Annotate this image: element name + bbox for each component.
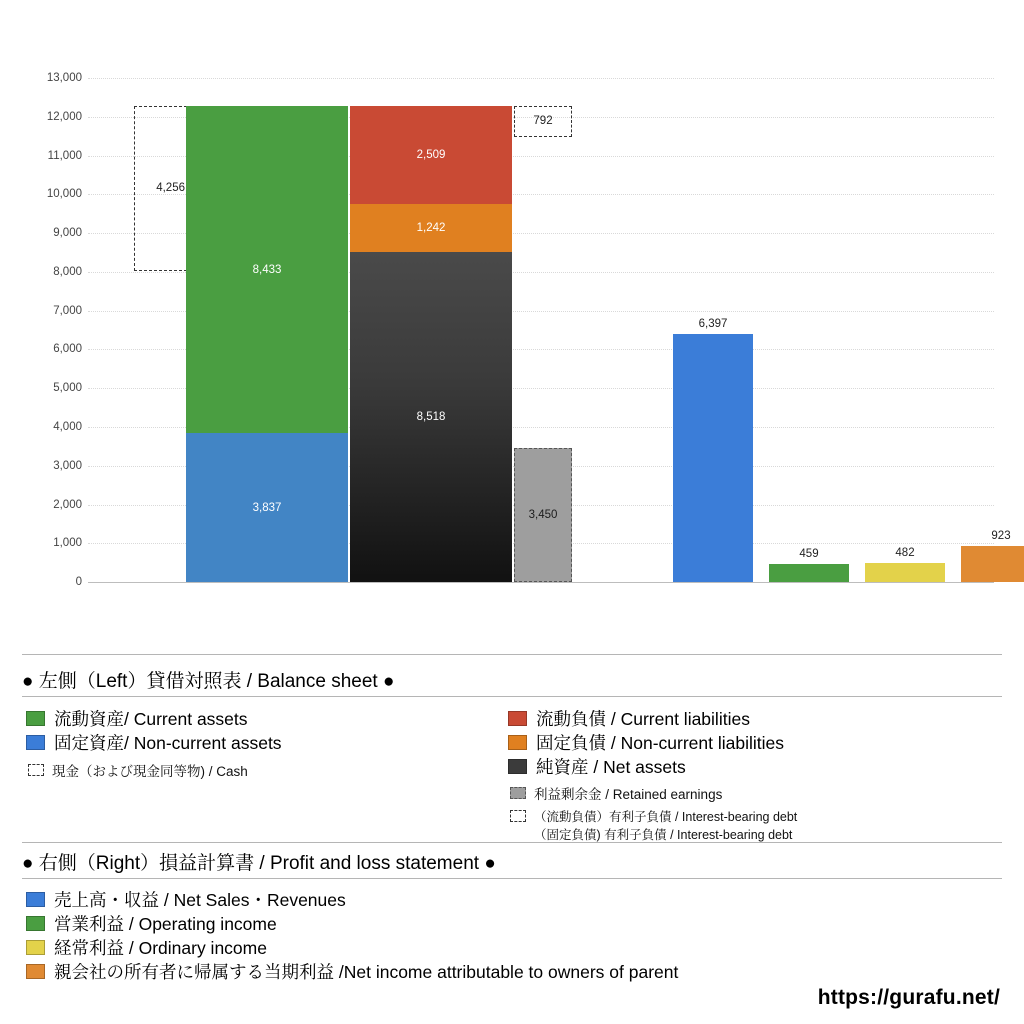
legend-item-interest-bearing-debt-current[interactable] — [510, 807, 797, 825]
bar-net-sales[interactable] — [673, 334, 753, 582]
segment-current-assets[interactable] — [186, 106, 348, 433]
divider — [22, 696, 1002, 697]
legend-label: 流動資産/ Current assets — [54, 709, 248, 729]
color-swatch-dark — [508, 759, 527, 774]
y-tick-label: 4,000 — [53, 420, 82, 433]
y-tick-label: 6,000 — [53, 343, 82, 356]
y-tick-label: 10,000 — [46, 188, 82, 201]
legend-item-net-income[interactable] — [26, 959, 678, 984]
retained-earnings-overlay — [514, 448, 572, 582]
segment-value-label: 8,518 — [416, 410, 446, 423]
legend-heading-balance-sheet: ● 左側（Left）貸借対照表 / Balance sheet ● — [22, 671, 395, 692]
segment-value-label: 1,242 — [416, 221, 446, 234]
legend-label: 純資産 / Net assets — [536, 757, 686, 777]
gridline — [88, 78, 994, 79]
y-tick-label: 1,000 — [53, 537, 82, 550]
color-swatch-orange — [26, 964, 45, 979]
bar-value-label-operating-income: 459 — [799, 548, 819, 560]
legend-label: 営業利益 / Operating income — [54, 914, 277, 934]
legend-item-cash[interactable] — [28, 760, 248, 780]
legend-item-non-current-assets[interactable] — [26, 730, 282, 755]
divider — [22, 842, 1002, 843]
x-axis-baseline — [88, 582, 994, 583]
bar-ordinary-income[interactable] — [865, 563, 945, 582]
plot-area — [88, 78, 1011, 582]
legend-area — [0, 620, 1024, 1024]
segment-net-assets[interactable] — [350, 252, 512, 582]
legend-label: 親会社の所有者に帰属する当期利益 /Net income attributable to owners of parent — [54, 962, 679, 982]
bar-net-income[interactable] — [961, 546, 1024, 582]
legend-item-current-assets[interactable] — [26, 706, 248, 731]
legend-item-net-assets[interactable] — [508, 754, 686, 779]
color-swatch-green — [26, 711, 45, 726]
legend-label: 利益剰余金 / Retained earnings — [534, 787, 723, 802]
legend-item-current-liabilities[interactable] — [508, 706, 750, 731]
bar-value-label-ordinary-income: 482 — [895, 547, 915, 559]
legend-item-operating-income[interactable] — [26, 911, 277, 936]
bar-value-label-net-income: 923 — [991, 530, 1011, 542]
legend-label: 固定資産/ Non-current assets — [54, 733, 282, 753]
color-swatch-blue — [26, 735, 45, 750]
legend-item-interest-bearing-debt-noncurrent[interactable] — [510, 825, 792, 843]
y-tick-label: 5,000 — [53, 382, 82, 395]
legend-label: 売上高・収益 / Net Sales・Revenues — [54, 890, 346, 910]
segment-value-label: 8,433 — [252, 263, 282, 276]
cash-overlay-box — [134, 106, 192, 271]
legend-label: 経常利益 / Ordinary income — [54, 938, 267, 958]
legend-label: （流動負債）有利子負債 / Interest-bearing debt — [534, 810, 798, 824]
segment-non-current-assets[interactable] — [186, 433, 348, 582]
bar-assets[interactable] — [186, 106, 348, 582]
legend-item-net-sales[interactable] — [26, 887, 346, 912]
y-tick-label: 3,000 — [53, 459, 82, 472]
legend-item-ordinary-income[interactable] — [26, 935, 267, 960]
color-swatch-gray — [510, 787, 526, 799]
site-url[interactable]: https://gurafu.net/ — [817, 986, 1000, 1009]
interest-bearing-debt-value-label: 792 — [533, 115, 553, 127]
legend-label: 固定負債 / Non-current liabilities — [536, 733, 784, 753]
cash-value-label: 4,256 — [156, 182, 185, 194]
y-tick-label: 2,000 — [53, 498, 82, 511]
bar-value-label-net-sales: 6,397 — [698, 318, 728, 330]
color-swatch-orange — [508, 735, 527, 750]
legend-item-non-current-liabilities[interactable] — [508, 730, 784, 755]
y-tick-label: 7,000 — [53, 304, 82, 317]
segment-current-liabilities[interactable] — [350, 106, 512, 203]
segment-value-label: 2,509 — [416, 148, 446, 161]
bar-liabilities-net-assets[interactable] — [350, 106, 512, 582]
color-swatch-red — [508, 711, 527, 726]
segment-value-label: 3,837 — [252, 501, 282, 514]
dashed-swatch-cash — [28, 764, 44, 776]
interest-bearing-debt-overlay — [514, 106, 572, 137]
y-tick-label: 9,000 — [53, 227, 82, 240]
color-swatch-yellow — [26, 940, 45, 955]
legend-label: 現金（および現金同等物) / Cash — [52, 764, 248, 779]
legend-label: （固定負債) 有利子負債 / Interest-bearing debt — [534, 828, 793, 842]
legend-label: 流動負債 / Current liabilities — [536, 709, 750, 729]
y-tick-label: 12,000 — [46, 110, 82, 123]
bar-operating-income[interactable] — [769, 564, 849, 582]
divider — [22, 654, 1002, 655]
color-swatch-green — [26, 916, 45, 931]
y-tick-label: 0 — [75, 576, 82, 588]
divider — [22, 878, 1002, 879]
legend-heading-profit-and-loss: ● 右側（Right）損益計算書 / Profit and loss statement ● — [22, 853, 496, 874]
y-axis — [20, 72, 82, 588]
color-swatch-blue — [26, 892, 45, 907]
segment-non-current-liabilities[interactable] — [350, 204, 512, 252]
y-tick-label: 11,000 — [47, 149, 82, 162]
y-tick-label: 13,000 — [46, 72, 82, 84]
y-tick-label: 8,000 — [53, 265, 82, 278]
legend-item-retained-earnings[interactable] — [510, 783, 722, 803]
dashed-swatch-debt-current — [510, 810, 526, 822]
retained-earnings-value-label: 3,450 — [528, 509, 558, 521]
